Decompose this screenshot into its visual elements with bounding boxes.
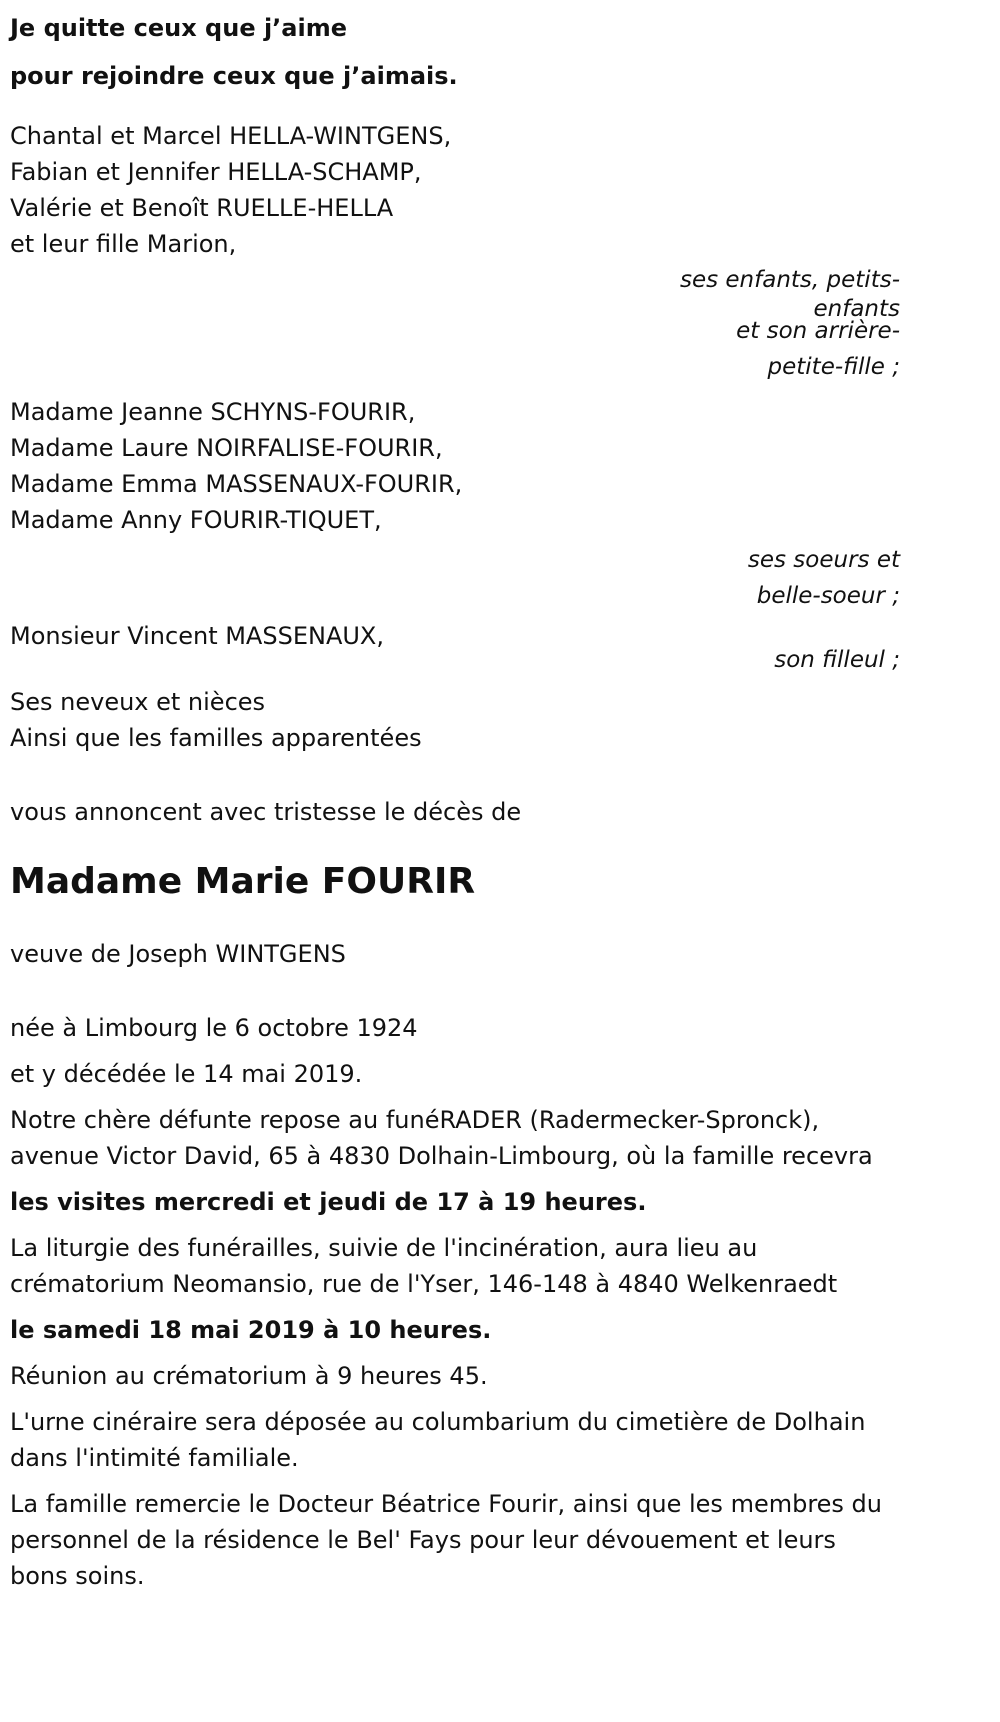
liturgy-line: crématorium Neomansio, rue de l'Yser, 146-148 à 4840 Welkenraedt <box>10 1270 838 1298</box>
liturgy-line: La liturgie des funérailles, suivie de l'incinération, aura lieu au <box>10 1234 758 1262</box>
rest-line: avenue Victor David, 65 à 4830 Dolhain-Limbourg, où la famille recevra <box>10 1142 873 1170</box>
family-line: Monsieur Vincent MASSENAUX, <box>10 622 384 650</box>
thanks-line: bons soins. <box>10 1562 145 1590</box>
family-line: Madame Emma MASSENAUX-FOURIR, <box>10 470 463 498</box>
relation-line: son filleul ; <box>774 647 900 673</box>
died-text: et y décédée le 14 mai 2019. <box>10 1060 363 1088</box>
ceremony-date: le samedi 18 mai 2019 à 10 heures. <box>10 1316 492 1344</box>
quote-line: Je quitte ceux que j’aime <box>10 14 348 42</box>
meeting-text: Réunion au crématorium à 9 heures 45. <box>10 1362 488 1390</box>
relation-line: ses soeurs et <box>747 547 900 573</box>
family-line: Ainsi que les familles apparentées <box>10 724 422 752</box>
thanks-block <box>10 1486 990 1594</box>
family-line: Valérie et Benoît RUELLE-HELLA <box>10 194 394 222</box>
relation-line: belle-soeur ; <box>756 583 900 609</box>
urn-block <box>10 1404 990 1476</box>
sisters-relation <box>10 542 900 614</box>
relation-line: et son arrière- <box>736 318 900 344</box>
quote-line: pour rejoindre ceux que j’aimais. <box>10 62 458 90</box>
widow-text: veuve de Joseph WINTGENS <box>10 940 346 968</box>
family-line: Madame Laure NOIRFALISE-FOURIR, <box>10 434 443 462</box>
quote <box>10 4 990 100</box>
family-line: Ses neveux et nièces <box>10 688 266 716</box>
children-block <box>10 118 990 262</box>
others-block <box>10 684 990 756</box>
sisters-block <box>10 394 990 538</box>
thanks-line: personnel de la résidence le Bel' Fays pour leur dévouement et leurs <box>10 1526 836 1554</box>
urn-line: L'urne cinéraire sera déposée au columbarium du cimetière de Dolhain <box>10 1408 866 1436</box>
born-text: née à Limbourg le 6 octobre 1924 <box>10 1014 418 1042</box>
visits-text: les visites mercredi et jeudi de 17 à 19 heures. <box>10 1188 647 1216</box>
family-line: et leur fille Marion, <box>10 230 237 258</box>
relation-line: ses enfants, petits- <box>679 267 900 293</box>
family-line: Fabian et Jennifer HELLA-SCHAMP, <box>10 158 422 186</box>
liturgy-block <box>10 1230 990 1302</box>
deceased-name: Madame Marie FOURIR <box>10 861 476 902</box>
children-relation <box>10 262 900 392</box>
rest-line: Notre chère défunte repose au funéRADER (Radermecker-Spronck), <box>10 1106 820 1134</box>
thanks-line: La famille remercie le Docteur Béatrice Fourir, ainsi que les membres du <box>10 1490 883 1518</box>
family-line: Madame Anny FOURIR-TIQUET, <box>10 506 382 534</box>
rest-block <box>10 1102 990 1174</box>
announce-text: vous annoncent avec tristesse le décès de <box>10 798 522 826</box>
urn-line: dans l'intimité familiale. <box>10 1444 299 1472</box>
relation-line: enfants <box>813 296 900 322</box>
family-line: Madame Jeanne SCHYNS-FOURIR, <box>10 398 416 426</box>
family-line: Chantal et Marcel HELLA-WINTGENS, <box>10 122 452 150</box>
relation-line: petite-fille ; <box>767 354 900 380</box>
